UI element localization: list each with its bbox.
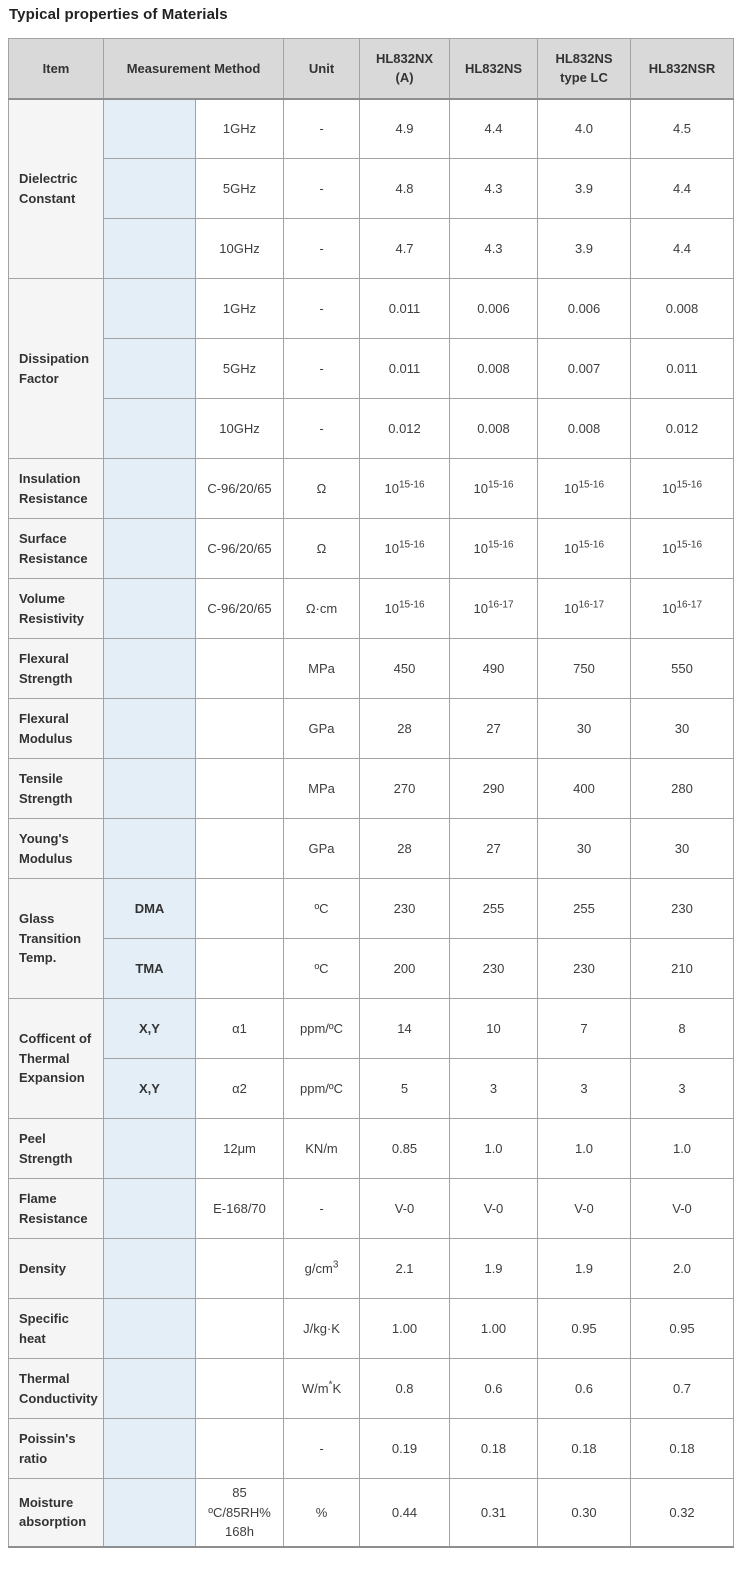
method-condition-cell [104, 399, 196, 459]
table-row [9, 1479, 734, 1547]
table-row [9, 159, 734, 219]
value-cell: 30 [538, 819, 631, 879]
unit-cell: - [284, 399, 360, 459]
value-cell: 3 [538, 1059, 631, 1119]
value-cell: 2.0 [631, 1239, 734, 1299]
unit-cell: - [284, 159, 360, 219]
table-row [9, 639, 734, 699]
method-condition-cell [104, 819, 196, 879]
method-condition-cell [104, 1479, 196, 1547]
value-cell: 0.18 [450, 1419, 538, 1479]
value-cell: 0.012 [631, 399, 734, 459]
unit-cell: Ω [284, 459, 360, 519]
value-cell: 550 [631, 639, 734, 699]
value-cell: 28 [360, 819, 450, 879]
table-body [9, 99, 734, 1547]
value-cell: 750 [538, 639, 631, 699]
value-cell: 0.011 [360, 279, 450, 339]
value-cell: 27 [450, 699, 538, 759]
table-row [9, 279, 734, 339]
value-cell: 0.007 [538, 339, 631, 399]
column-header-measurement-method: Measurement Method [104, 39, 284, 99]
method-detail-cell: 1GHz [196, 99, 284, 159]
value-cell: 200 [360, 939, 450, 999]
value-cell: 0.85 [360, 1119, 450, 1179]
value-cell: 0.31 [450, 1479, 538, 1547]
value-cell: 1.9 [538, 1239, 631, 1299]
method-condition-cell [104, 1299, 196, 1359]
value-cell: 4.4 [631, 219, 734, 279]
value-cell: 27 [450, 819, 538, 879]
method-condition-cell: X,Y [104, 999, 196, 1059]
header-row [9, 39, 734, 99]
method-condition-cell [104, 1179, 196, 1239]
unit-cell: - [284, 339, 360, 399]
value-cell: 3 [450, 1059, 538, 1119]
table-row [9, 579, 734, 639]
method-detail-cell [196, 699, 284, 759]
method-detail-cell: 5GHz [196, 339, 284, 399]
table-row [9, 699, 734, 759]
method-condition-cell [104, 279, 196, 339]
value-cell: 4.3 [450, 219, 538, 279]
method-condition-cell [104, 579, 196, 639]
item-cell: Cofficent of Thermal Expansion [9, 999, 104, 1119]
value-cell: 10$^{16-17}$ [631, 579, 734, 639]
value-cell: 30 [631, 819, 734, 879]
table-row [9, 939, 734, 999]
item-cell: Volume Resistivity [9, 579, 104, 639]
unit-cell: MPa [284, 639, 360, 699]
value-cell: V-0 [631, 1179, 734, 1239]
method-detail-cell: C-96/20/65 [196, 519, 284, 579]
method-condition-cell [104, 99, 196, 159]
value-cell: 10$^{15-16}$ [450, 519, 538, 579]
value-cell: 1.00 [360, 1299, 450, 1359]
method-condition-cell [104, 639, 196, 699]
item-cell: Density [9, 1239, 104, 1299]
value-cell: 0.7 [631, 1359, 734, 1419]
unit-cell: MPa [284, 759, 360, 819]
value-cell: 0.012 [360, 399, 450, 459]
method-condition-cell: X,Y [104, 1059, 196, 1119]
unit-cell: J/kg·K [284, 1299, 360, 1359]
item-cell: Dissipation Factor [9, 279, 104, 459]
value-cell: 230 [538, 939, 631, 999]
item-cell: Surface Resistance [9, 519, 104, 579]
item-cell: Specific heat [9, 1299, 104, 1359]
method-detail-cell [196, 879, 284, 939]
item-cell: Moisture absorption [9, 1479, 104, 1547]
method-detail-cell [196, 1299, 284, 1359]
value-cell: 0.44 [360, 1479, 450, 1547]
method-condition-cell [104, 219, 196, 279]
value-cell: 2.1 [360, 1239, 450, 1299]
column-header-hl832ns: HL832NS [450, 39, 538, 99]
method-detail-cell [196, 819, 284, 879]
method-detail-cell: α1 [196, 999, 284, 1059]
table-row [9, 1059, 734, 1119]
table-row [9, 819, 734, 879]
method-condition-cell [104, 159, 196, 219]
item-cell: Thermal Conductivity [9, 1359, 104, 1419]
value-cell: 4.4 [631, 159, 734, 219]
method-detail-cell [196, 1359, 284, 1419]
unit-cell: - [284, 1179, 360, 1239]
value-cell: V-0 [360, 1179, 450, 1239]
item-cell: Insulation Resistance [9, 459, 104, 519]
item-cell: Young's Modulus [9, 819, 104, 879]
unit-cell: - [284, 279, 360, 339]
method-detail-cell [196, 1419, 284, 1479]
value-cell: 4.3 [450, 159, 538, 219]
value-cell: 400 [538, 759, 631, 819]
value-cell: V-0 [450, 1179, 538, 1239]
item-cell: Glass Transition Temp. [9, 879, 104, 999]
value-cell: 10$^{15-16}$ [538, 519, 631, 579]
table-row [9, 879, 734, 939]
value-cell: 10$^{15-16}$ [631, 519, 734, 579]
value-cell: 0.006 [450, 279, 538, 339]
method-detail-cell [196, 1239, 284, 1299]
item-cell: Flame Resistance [9, 1179, 104, 1239]
value-cell: 4.5 [631, 99, 734, 159]
value-cell: 0.30 [538, 1479, 631, 1547]
value-cell: 30 [631, 699, 734, 759]
value-cell: 450 [360, 639, 450, 699]
value-cell: 10$^{15-16}$ [360, 459, 450, 519]
method-detail-cell [196, 939, 284, 999]
unit-cell: ºC [284, 939, 360, 999]
unit-cell: - [284, 1419, 360, 1479]
value-cell: 10$^{15-16}$ [450, 459, 538, 519]
value-cell: 255 [538, 879, 631, 939]
column-header-unit: Unit [284, 39, 360, 99]
value-cell: 4.0 [538, 99, 631, 159]
value-cell: 1.00 [450, 1299, 538, 1359]
value-cell: 10$^{15-16}$ [538, 459, 631, 519]
value-cell: 0.32 [631, 1479, 734, 1547]
value-cell: 230 [450, 939, 538, 999]
value-cell: 10$^{16-17}$ [450, 579, 538, 639]
value-cell: 4.9 [360, 99, 450, 159]
value-cell: 0.006 [538, 279, 631, 339]
properties-table [8, 38, 734, 1548]
value-cell: 30 [538, 699, 631, 759]
table-row [9, 1239, 734, 1299]
method-condition-cell [104, 1119, 196, 1179]
value-cell: 0.95 [631, 1299, 734, 1359]
value-cell: 8 [631, 999, 734, 1059]
method-detail-cell: 10GHz [196, 399, 284, 459]
method-condition-cell [104, 519, 196, 579]
item-cell: Poissin's ratio [9, 1419, 104, 1479]
table-row [9, 339, 734, 399]
unit-cell: W/m*K [284, 1359, 360, 1419]
value-cell: 290 [450, 759, 538, 819]
value-cell: 1.0 [631, 1119, 734, 1179]
unit-cell: KN/m [284, 1119, 360, 1179]
unit-cell: GPa [284, 699, 360, 759]
method-detail-cell [196, 639, 284, 699]
value-cell: 270 [360, 759, 450, 819]
item-cell: Tensile Strength [9, 759, 104, 819]
method-detail-cell [196, 759, 284, 819]
method-detail-cell: 1GHz [196, 279, 284, 339]
table-row [9, 519, 734, 579]
table-row [9, 759, 734, 819]
table-row [9, 1119, 734, 1179]
value-cell: 0.011 [360, 339, 450, 399]
method-detail-cell: 12μm [196, 1119, 284, 1179]
method-detail-cell: 10GHz [196, 219, 284, 279]
value-cell: 0.008 [538, 399, 631, 459]
value-cell: 490 [450, 639, 538, 699]
value-cell: 10$^{15-16}$ [360, 519, 450, 579]
value-cell: 210 [631, 939, 734, 999]
value-cell: 1.0 [450, 1119, 538, 1179]
value-cell: 0.6 [450, 1359, 538, 1419]
method-condition-cell [104, 759, 196, 819]
unit-cell: GPa [284, 819, 360, 879]
value-cell: 1.9 [450, 1239, 538, 1299]
method-detail-cell: 85 ºC/85RH% 168h [196, 1479, 284, 1547]
column-header-item: Item [9, 39, 104, 99]
method-condition-cell [104, 1239, 196, 1299]
value-cell: 0.008 [450, 339, 538, 399]
column-header-hl832nsr: HL832NSR [631, 39, 734, 99]
method-condition-cell [104, 1359, 196, 1419]
value-cell: 280 [631, 759, 734, 819]
method-condition-cell [104, 699, 196, 759]
item-cell: Flexural Strength [9, 639, 104, 699]
unit-cell: Ω [284, 519, 360, 579]
unit-cell: ppm/ºC [284, 999, 360, 1059]
column-header-hl832ns-type-lc: HL832NS type LC [538, 39, 631, 99]
table-row [9, 399, 734, 459]
method-condition-cell [104, 459, 196, 519]
item-cell: Peel Strength [9, 1119, 104, 1179]
value-cell: 4.7 [360, 219, 450, 279]
unit-cell: $g/cm^3$ [284, 1239, 360, 1299]
value-cell: 10 [450, 999, 538, 1059]
value-cell: 0.011 [631, 339, 734, 399]
unit-cell: - [284, 99, 360, 159]
value-cell: 3.9 [538, 159, 631, 219]
table-row [9, 1359, 734, 1419]
item-cell: Dielectric Constant [9, 99, 104, 279]
value-cell: 4.4 [450, 99, 538, 159]
table-header [9, 39, 734, 99]
method-detail-cell: E-168/70 [196, 1179, 284, 1239]
value-cell: 0.18 [538, 1419, 631, 1479]
table-row [9, 1419, 734, 1479]
value-cell: 14 [360, 999, 450, 1059]
value-cell: 0.8 [360, 1359, 450, 1419]
table-row [9, 99, 734, 159]
table-row [9, 1179, 734, 1239]
unit-cell: - [284, 219, 360, 279]
value-cell: 0.18 [631, 1419, 734, 1479]
method-condition-cell [104, 339, 196, 399]
table-row [9, 219, 734, 279]
value-cell: 10$^{16-17}$ [538, 579, 631, 639]
page-title: Typical properties of Materials [9, 6, 228, 23]
unit-cell: % [284, 1479, 360, 1547]
value-cell: 10$^{15-16}$ [631, 459, 734, 519]
value-cell: V-0 [538, 1179, 631, 1239]
method-detail-cell: 5GHz [196, 159, 284, 219]
value-cell: 0.19 [360, 1419, 450, 1479]
unit-cell: Ω·cm [284, 579, 360, 639]
value-cell: 5 [360, 1059, 450, 1119]
method-detail-cell: C-96/20/65 [196, 459, 284, 519]
value-cell: 230 [631, 879, 734, 939]
value-cell: 0.95 [538, 1299, 631, 1359]
value-cell: 255 [450, 879, 538, 939]
table-row [9, 1299, 734, 1359]
method-detail-cell: C-96/20/65 [196, 579, 284, 639]
value-cell: 7 [538, 999, 631, 1059]
table-row [9, 999, 734, 1059]
value-cell: 3 [631, 1059, 734, 1119]
item-cell: Flexural Modulus [9, 699, 104, 759]
value-cell: 4.8 [360, 159, 450, 219]
unit-cell: ppm/ºC [284, 1059, 360, 1119]
method-condition-cell: TMA [104, 939, 196, 999]
value-cell: 10$^{15-16}$ [360, 579, 450, 639]
table-row [9, 459, 734, 519]
value-cell: 0.008 [631, 279, 734, 339]
value-cell: 3.9 [538, 219, 631, 279]
value-cell: 0.6 [538, 1359, 631, 1419]
value-cell: 230 [360, 879, 450, 939]
value-cell: 1.0 [538, 1119, 631, 1179]
method-condition-cell: DMA [104, 879, 196, 939]
column-header-hl832nx-a: HL832NX (A) [360, 39, 450, 99]
method-condition-cell [104, 1419, 196, 1479]
method-detail-cell: α2 [196, 1059, 284, 1119]
value-cell: 28 [360, 699, 450, 759]
value-cell: 0.008 [450, 399, 538, 459]
unit-cell: ºC [284, 879, 360, 939]
